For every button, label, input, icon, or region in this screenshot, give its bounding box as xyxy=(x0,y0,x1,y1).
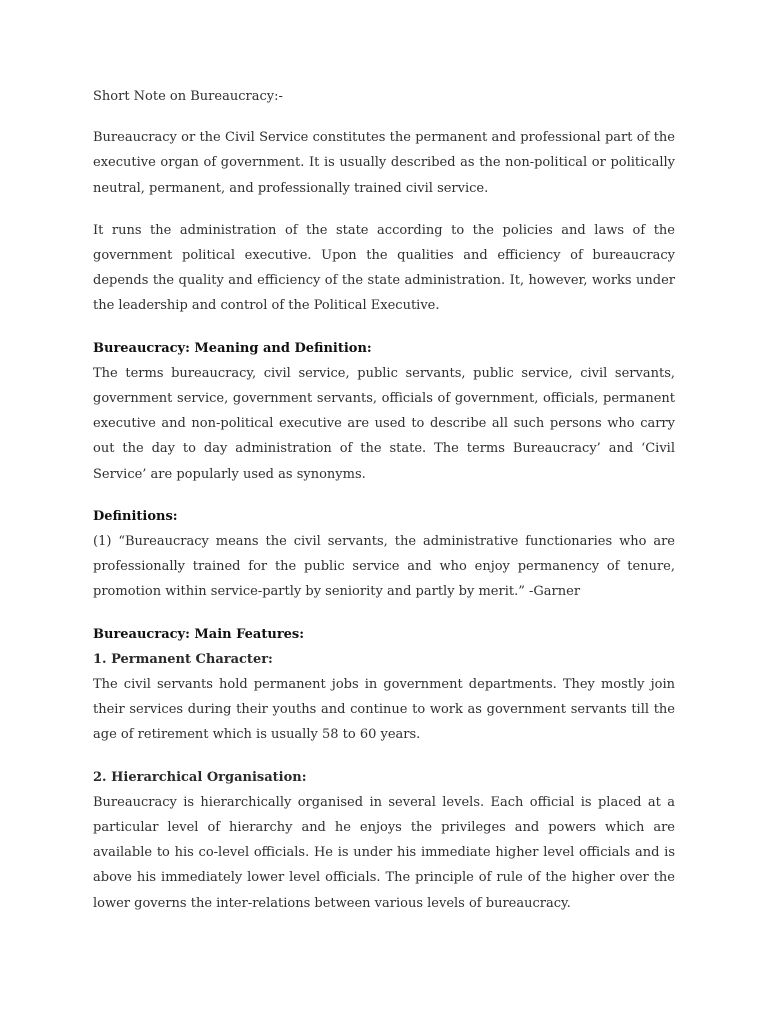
features-heading: Bureaucracy: Main Features: xyxy=(93,626,305,642)
feature-1-heading: 1. Permanent Character: xyxy=(93,651,273,667)
intro-paragraph-1: Bureaucracy or the Civil Service constitutes the permanent and professional part of the executive organ of government. It is usually described as the non-political or politically neutral, permanent, and professionally trained civil service. xyxy=(93,130,675,196)
intro-paragraph-2: It runs the administration of the state according to the policies and laws of the government political executive. Upon the qualities and efficiency of bureaucracy depends the quality and efficiency of the state administration. It, however, works under the leadership and control of the Political Executive. xyxy=(93,222,675,314)
definition-1-paragraph: (1) “Bureaucracy means the civil servants, the administrative functionaries who are professionally trained for the public service and who enjoy permanency of tenure, promotion within service-partly by seniority and partly by merit.” -Garner xyxy=(93,534,675,600)
meaning-heading: Bureaucracy: Meaning and Definition: xyxy=(93,340,372,356)
definitions-heading: Definitions: xyxy=(93,508,178,524)
meaning-paragraph: The terms bureaucracy, civil service, public servants, public service, civil servants, government service, government servants, officials of government, officials, permanent executive and non-political executive are used to describe all such persons who carry out the day to day administration of the state. The terms Bureaucracy’ and ‘Civil Service’ are popularly used as synonyms. xyxy=(93,365,675,482)
document-page xyxy=(93,84,675,933)
feature-2-paragraph: Bureaucracy is hierarchically organised in several levels. Each official is placed at a particular level of hierarchy and he enjoys the privileges and powers which are available to his co-level officials. He is under his immediate higher level officials and is above his immediately lower level officials. The principle of rule of the higher over the lower governs the inter-relations between various levels of bureaucracy. xyxy=(93,794,675,911)
feature-2-heading: 2. Hierarchical Organisation: xyxy=(93,769,307,785)
document-title: Short Note on Bureaucracy:- xyxy=(93,89,283,104)
feature-1-paragraph: The civil servants hold permanent jobs in government departments. They mostly join their services during their youths and continue to work as government servants till the age of retirement which is usually 58 to 60 years. xyxy=(93,677,675,743)
